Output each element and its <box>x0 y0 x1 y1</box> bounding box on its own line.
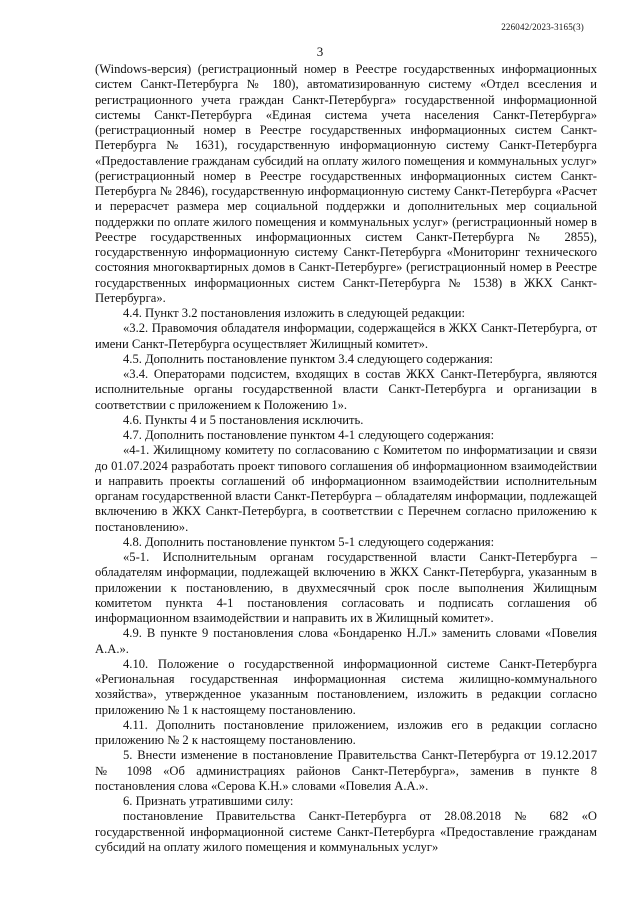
paragraph: 4.4. Пункт 3.2 постановления изложить в следующей редакции: <box>123 306 466 320</box>
paragraph: «3.4. Операторами подсистем, входящих в состав ЖКХ Санкт-Петербурга, являются исполнительные органы государственной власти Санкт-Петербурга и организации в соответствии с приложением к Положению 1». <box>95 367 597 412</box>
paragraph: «3.2. Правомочия обладателя информации, содержащейся в ЖКХ Санкт-Петербурга, от имени Санкт-Петербурга осуществляет Жилищный комитет». <box>95 321 597 351</box>
paragraph: 4.9. В пункте 9 постановления слова «Бондаренко Н.Л.» заменить словами «Повелия А.А.». <box>95 626 597 656</box>
paragraph: 5. Внести изменение в постановление Правительства Санкт-Петербурга от 19.12.2017 № 1098 «Об администрациях районов Санкт-Петербурга», заменив в пункте 8 постановления слова «Серова К.Н.» словами «Повелия А.А.». <box>95 748 597 793</box>
paragraph: 4.8. Дополнить постановление пунктом 5-1 следующего содержания: <box>123 534 495 549</box>
page-number: 3 <box>316 44 324 59</box>
paragraph: 6. Признать утратившими силу: <box>123 794 294 808</box>
paragraph: 4.11. Дополнить постановление приложением, изложив его в редакции согласно приложению № 2 к настоящему постановлению. <box>95 717 597 747</box>
paragraph: постановление Правительства Санкт-Петербурга от 28.08.2018 № 682 «О государственной информационной системе Санкт-Петербурга «Предоставление гражданам субсидий на оплату жилого помещения и коммунальных услуг» <box>95 809 597 854</box>
document-body <box>95 62 597 855</box>
paragraph: 4.10. Положение о государственной информационной системе Санкт-Петербурга «Региональная государственная информационная система жилищно-коммунального хозяйства», утвержденное указанным постановлением, изложить в редакции согласно приложению № 1 к настоящему постановлению. <box>95 656 597 717</box>
paragraph: 4.7. Дополнить постановление пунктом 4-1 следующего содержания: <box>123 428 495 442</box>
document-number: 226042/2023-3165(3) <box>501 22 584 32</box>
paragraph: «5-1. Исполнительным органам государственной власти Санкт-Петербурга – обладателям информации, подлежащей включению в ЖКХ Санкт-Петербурга, указанным в приложении к постановлению, в двухмесячный срок после выполнения Жилищным комитетом пункта 4-1 постановления согласовать и подписать соглашения об информационном взаимодействии и направить их в Жилищный комитет». <box>95 550 597 625</box>
paragraph: 4.5. Дополнить постановление пунктом 3.4 следующего содержания: <box>123 351 494 366</box>
paragraph: (Windows-версия) (регистрационный номер в Реестре государственных информационных систем Санкт-Петербурга № 180), автоматизированную систему «Отдел всесления и регистрационного учета граждан Санкт-Петербурга» государственной информационной системы Санкт-Петербурга «Единая система учета населения Санкт-Петербурга» (регистрационный номер в Реестре государственных информационных систем Санкт-Петербурга № 1631), государственную информационную систему Санкт-Петербурга «Предоставление гражданам субсидий на оплату жилого помещения и коммунальных услуг» (регистрационный номер в Реестре государственных информационных систем Санкт-Петербурга № 2846), государственную информационную систему Санкт-Петербурга «Расчет и перерасчет размера мер социальной поддержки и дополнительных мер социальной поддержки по оплате жилого помещения и коммунальных услуг» (регистрационный номер в Реестре государственных информационных систем Санкт-Петербурга № 2855), государственную информационную систему Санкт-Петербурга «Мониторинг технического состояния многоквартирных домов в Санкт-Петербурге» (регистрационный номер в Реестре государственных информационных систем Санкт-Петербурга № 1538) в ЖКХ Санкт-Петербурга». <box>95 62 597 305</box>
paragraph: 4.6. Пункты 4 и 5 постановления исключить. <box>123 412 364 427</box>
paragraph: «4-1. Жилищному комитету по согласованию с Комитетом по информатизации и связи до 01.07.2024 разработать проект типового соглашения об информационном взаимодействии и направить проекты соглашений об информационном взаимодействии исполнительным органам государственной власти Санкт-Петербурга – обладателям информации, подлежащей включению в ЖКХ Санкт-Петербурга, в соответствии с Перечнем согласно приложению к постановлению». <box>95 443 597 534</box>
